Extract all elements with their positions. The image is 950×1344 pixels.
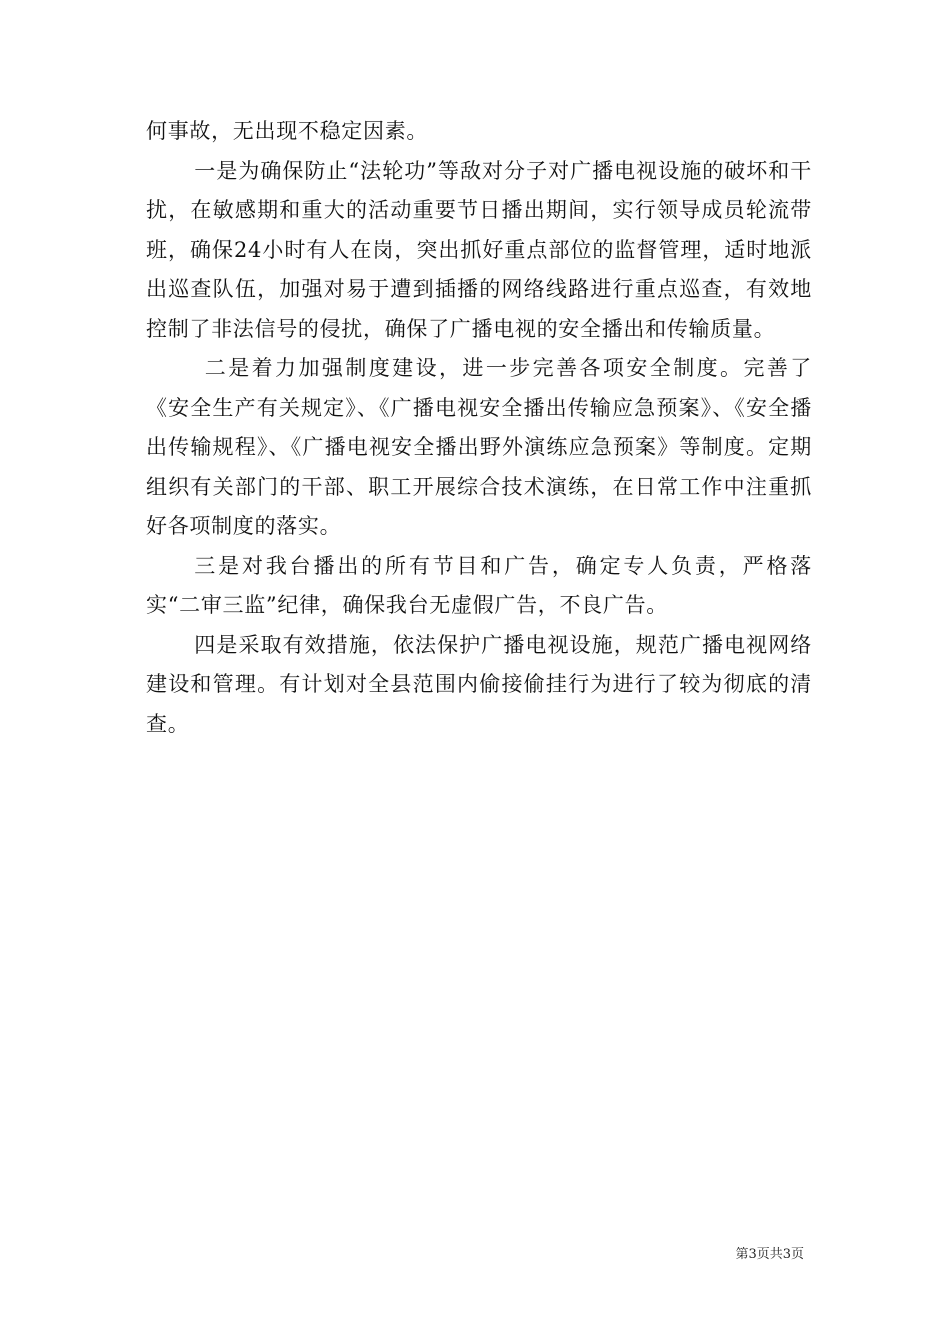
paragraph-continuation: 何事故，无出现不稳定因素。 bbox=[146, 119, 429, 143]
paragraph-item-4: 四是采取有效措施，依法保护广播电视设施，规范广播电视网络建设和管理。有计划对全县范围内偷接偷挂行为进行了较为彻底的清查。 bbox=[146, 632, 812, 736]
page-number-footer: 第3页共3页 bbox=[735, 1247, 804, 1262]
paragraph-item-2: 二是着力加强制度建设，进一步完善各项安全制度。完善了《安全生产有关规定》、《广播电视安全播出传输应急预案》、《安全播出传输规程》、《广播电视安全播出野外演练应急预案》等制度。定期组织有关部门的干部、职工开展综合技术演练，在日常工作中注重抓好各项制度的落实。 bbox=[146, 356, 812, 538]
document-body bbox=[146, 112, 812, 744]
paragraph-item-3: 三是对我台播出的所有节目和广告，确定专人负责，严格落实“二审三监”纪律，确保我台无虚假广告，不良广告。 bbox=[146, 553, 812, 617]
paragraph-item-1: 一是为确保防止“法轮功”等敌对分子对广播电视设施的破坏和干扰，在敏感期和重大的活动重要节日播出期间，实行领导成员轮流带班，确保24小时有人在岗，突出抓好重点部位的监督管理，适时地派出巡查队伍，加强对易于遭到插播的网络线路进行重点巡查，有效地控制了非法信号的侵扰，确保了广播电视的安全播出和传输质量。 bbox=[146, 158, 812, 341]
